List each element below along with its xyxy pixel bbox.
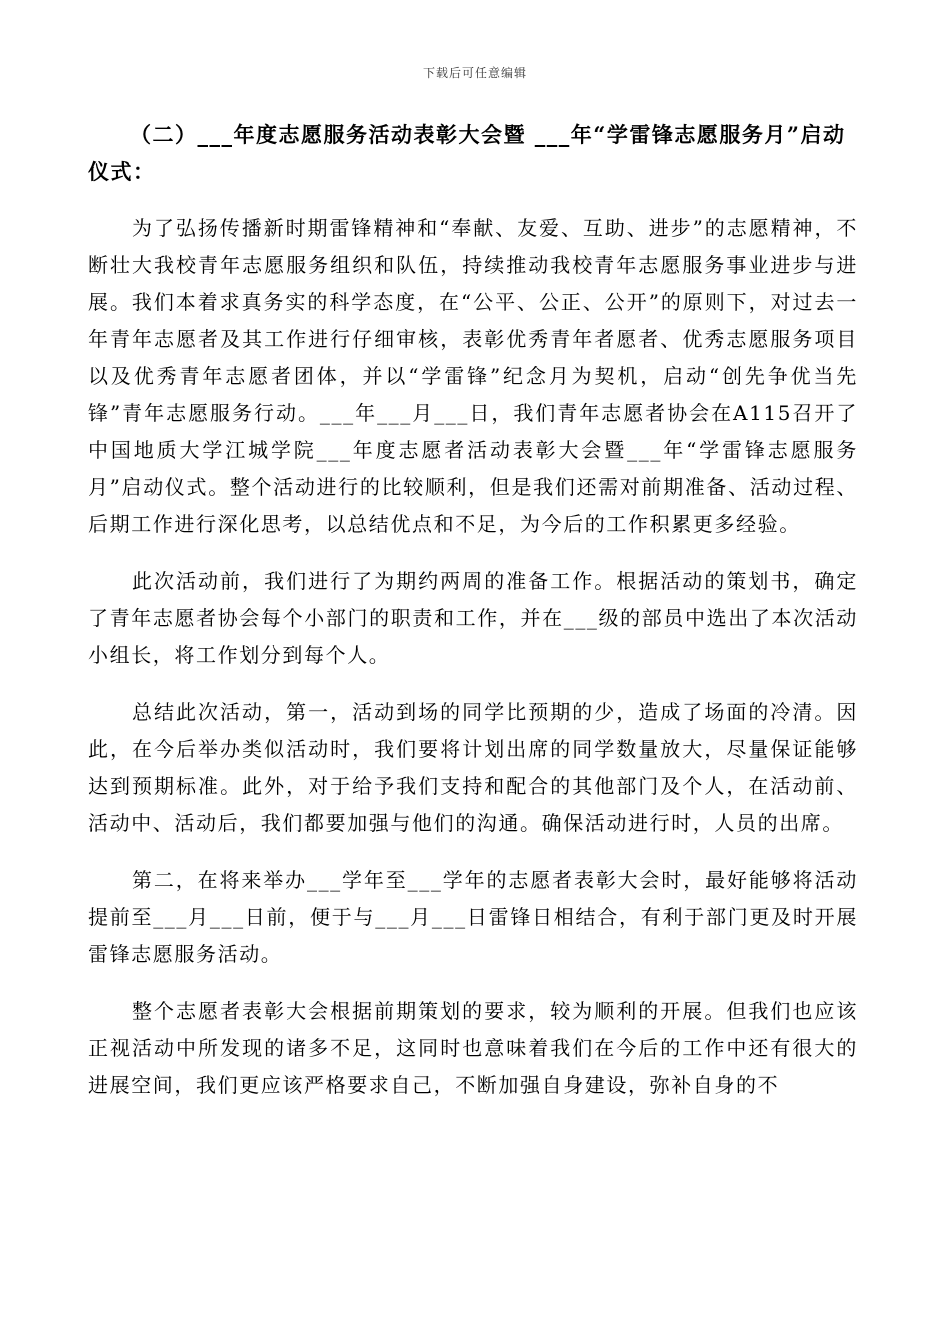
document-body: [88, 116, 858, 1124]
paragraph-conclusion: 整个志愿者表彰大会根据前期策划的要求，较为顺利的开展。但我们也应该正视活动中所发现的诸多不足，这同时也意味着我们在今后的工作中还有很大的进展空间，我们更应该严格要求自己，不断加强自身建设，弥补自身的不: [88, 999, 858, 1097]
paragraph-preparation: 此次活动前，我们进行了为期约两周的准备工作。根据活动的策划书，确定了青年志愿者协会每个小部门的职责和工作，并在___级的部员中选出了本次活动小组长，将工作划分到每个人。: [88, 569, 858, 667]
paragraph-intro: 为了弘扬传播新时期雷锋精神和“奉献、友爱、互助、进步”的志愿精神，不断壮大我校青年志愿服务组织和队伍，持续推动我校青年志愿服务事业进步与进展。我们本着求真务实的科学态度，在“公平、公正、公开”的原则下，对过去一年青年志愿者及其工作进行仔细审核，表彰优秀青年者愿者、优秀志愿服务项目以及优秀青年志愿者团体，并以“学雷锋”纪念月为契机，启动“创先争优当先锋”青年志愿服务行动。___年___月___日，我们青年志愿者协会在A115召开了中国地质大学江城学院___年度志愿者活动表彰大会暨___年“学雷锋志愿服务月”启动仪式。整个活动进行的比较顺利，但是我们还需对前期准备、活动过程、后期工作进行深化思考，以总结优点和不足，为今后的工作积累更多经验。: [88, 216, 858, 536]
section-heading: （二）___年度志愿服务活动表彰大会暨 ___年“学雷锋志愿服务月”启动仪式：: [88, 122, 846, 184]
paragraph-summary-second: 第二，在将来举办___学年至___学年的志愿者表彰大会时，最好能够将活动提前至___月___日前，便于与___月___日雷锋日相结合，有利于部门更及时开展雷锋志愿服务活动。: [88, 868, 858, 966]
header-note: 下载后可任意编辑: [422, 66, 527, 80]
paragraph-summary-first: 总结此次活动，第一，活动到场的同学比预期的少，造成了场面的冷清。因此，在今后举办类似活动时，我们要将计划出席的同学数量放大，尽量保证能够达到预期标准。此外，对于给予我们支持和配合的其他部门及个人，在活动前、活动中、活动后，我们都要加强与他们的沟通。确保活动进行时，人员的出席。: [88, 700, 858, 835]
